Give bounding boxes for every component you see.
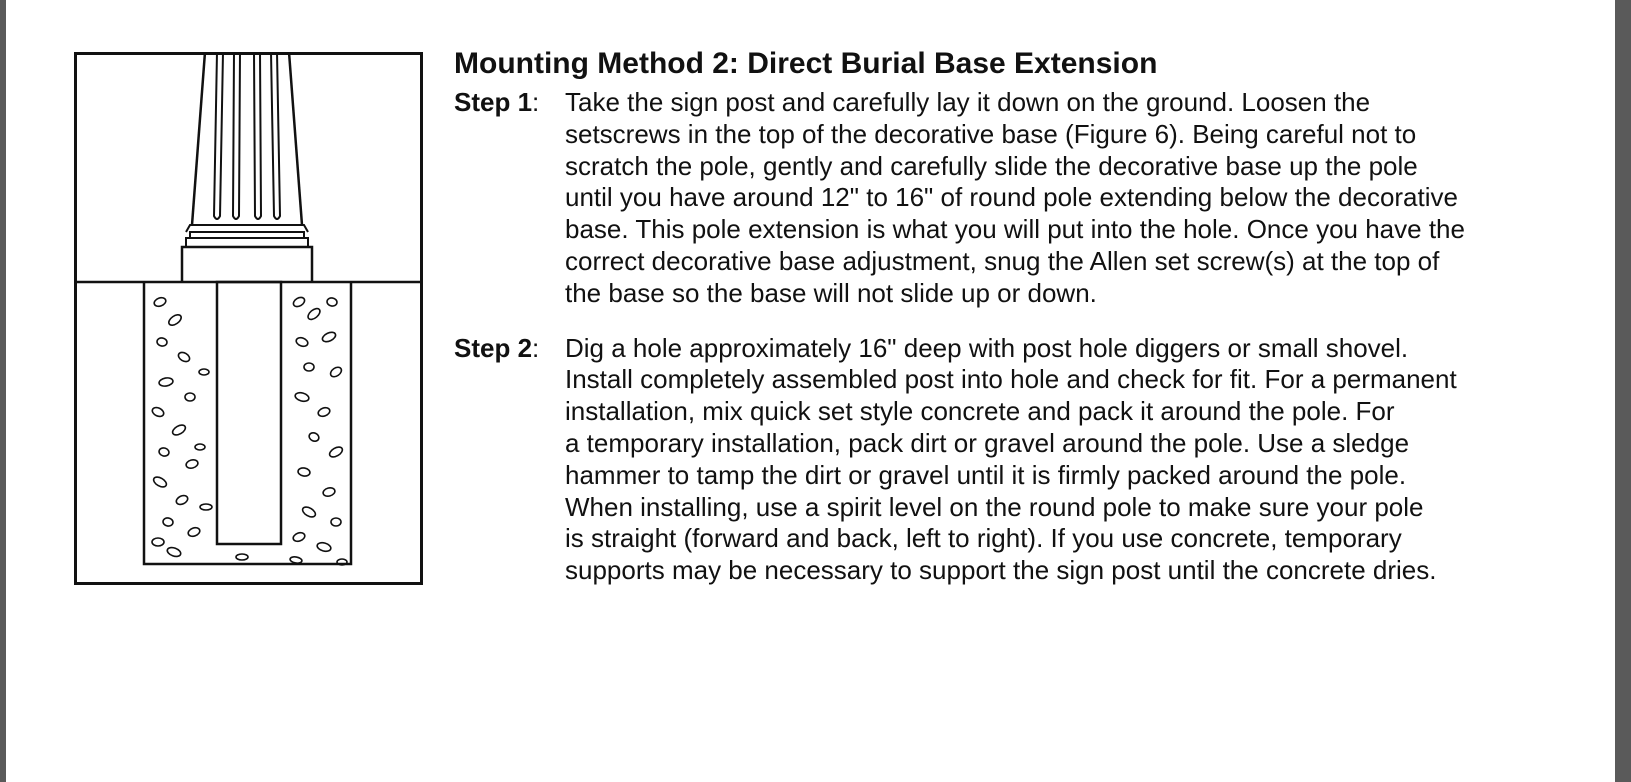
concrete-pebble — [156, 337, 167, 347]
concrete-pebble — [316, 541, 332, 552]
concrete-pebble — [152, 538, 164, 546]
step-line: until you have around 12" to 16" of round pole extending below the decorative — [565, 182, 1458, 213]
step-line: setscrews in the top of the decorative base (Figure 6). Being careful not to — [565, 118, 1417, 149]
concrete-pebble — [292, 296, 306, 309]
concrete-pebble — [158, 447, 170, 457]
step-line: is straight (forward and back, left to right). If you use concrete, temporary — [565, 523, 1402, 554]
concrete-pebble — [162, 517, 173, 527]
concrete-pebble — [151, 406, 165, 418]
concrete-pebble — [177, 351, 191, 364]
direct-burial-illustration — [74, 52, 423, 585]
step-2-label: Step 2: — [454, 332, 540, 363]
instructions — [454, 44, 1564, 587]
concrete-pebble — [185, 459, 199, 470]
step-line: the base so the base will not slide up or down. — [565, 277, 1097, 308]
concrete-pebble — [321, 330, 337, 343]
concrete-pebble — [175, 494, 189, 506]
step-line: Dig a hole approximately 16" deep with post hole diggers or small shovel. — [565, 332, 1409, 363]
concrete-pebble — [292, 531, 306, 543]
concrete-pebble — [331, 518, 341, 526]
section-heading: Mounting Method 2: Direct Burial Base Extension — [454, 47, 1158, 80]
concrete-pebble — [329, 365, 343, 378]
step-line: a temporary installation, pack dirt or gravel around the pole. Use a sledge — [565, 427, 1410, 458]
step-line: When installing, use a spirit level on the round pole to make sure your pole — [565, 491, 1424, 522]
step-1 — [454, 87, 1564, 310]
step-line: installation, mix quick set style concrete and pack it around the pole. For — [565, 396, 1395, 427]
step-line: hammer to tamp the dirt or gravel until it is firmly packed around the pole. — [565, 459, 1407, 490]
concrete-pebble — [153, 296, 167, 308]
concrete-pebble — [152, 475, 168, 489]
concrete-pebble — [171, 423, 187, 437]
concrete-pebble — [294, 391, 310, 402]
concrete-pebble — [200, 504, 212, 510]
step-line: Take the sign post and carefully lay it down on the ground. Loosen the — [565, 87, 1371, 117]
concrete-pebble — [301, 505, 317, 519]
step-line: supports may be necessary to support the sign post until the concrete dries. — [565, 555, 1437, 586]
concrete-pebble — [306, 306, 322, 321]
step-line: base. This pole extension is what you will put into the hole. Once you have the — [565, 214, 1465, 245]
concrete-pebble — [158, 377, 173, 387]
concrete-pebble — [236, 554, 248, 560]
concrete-pebble — [304, 363, 314, 371]
concrete-pebble — [328, 445, 344, 459]
concrete-pebble — [185, 393, 195, 401]
concrete-pebble — [166, 546, 182, 558]
concrete-pebble — [326, 297, 337, 307]
step-1-text — [565, 87, 1564, 310]
step-line: correct decorative base adjustment, snug the Allen set screw(s) at the top of — [565, 245, 1440, 276]
step-line: scratch the pole, gently and carefully slide the decorative base up the pole — [565, 150, 1418, 181]
step-2-text — [565, 333, 1564, 587]
concrete-pebble — [187, 526, 201, 538]
concrete-pebble — [297, 467, 310, 477]
step-1-label: Step 1: — [454, 87, 540, 117]
step-2 — [454, 333, 1564, 587]
viewer-scrollbar[interactable] — [1615, 0, 1631, 782]
concrete-pebble — [308, 431, 320, 442]
step-line: Install completely assembled post into hole and check for fit. For a permanent — [565, 364, 1457, 395]
concrete-pebble — [195, 444, 205, 450]
concrete-pebble — [295, 336, 309, 348]
viewer-left-border — [0, 0, 6, 782]
concrete-pebble — [317, 406, 331, 418]
concrete-pebble — [199, 369, 209, 375]
concrete-pebble — [322, 487, 336, 498]
concrete-pebble — [167, 313, 183, 328]
